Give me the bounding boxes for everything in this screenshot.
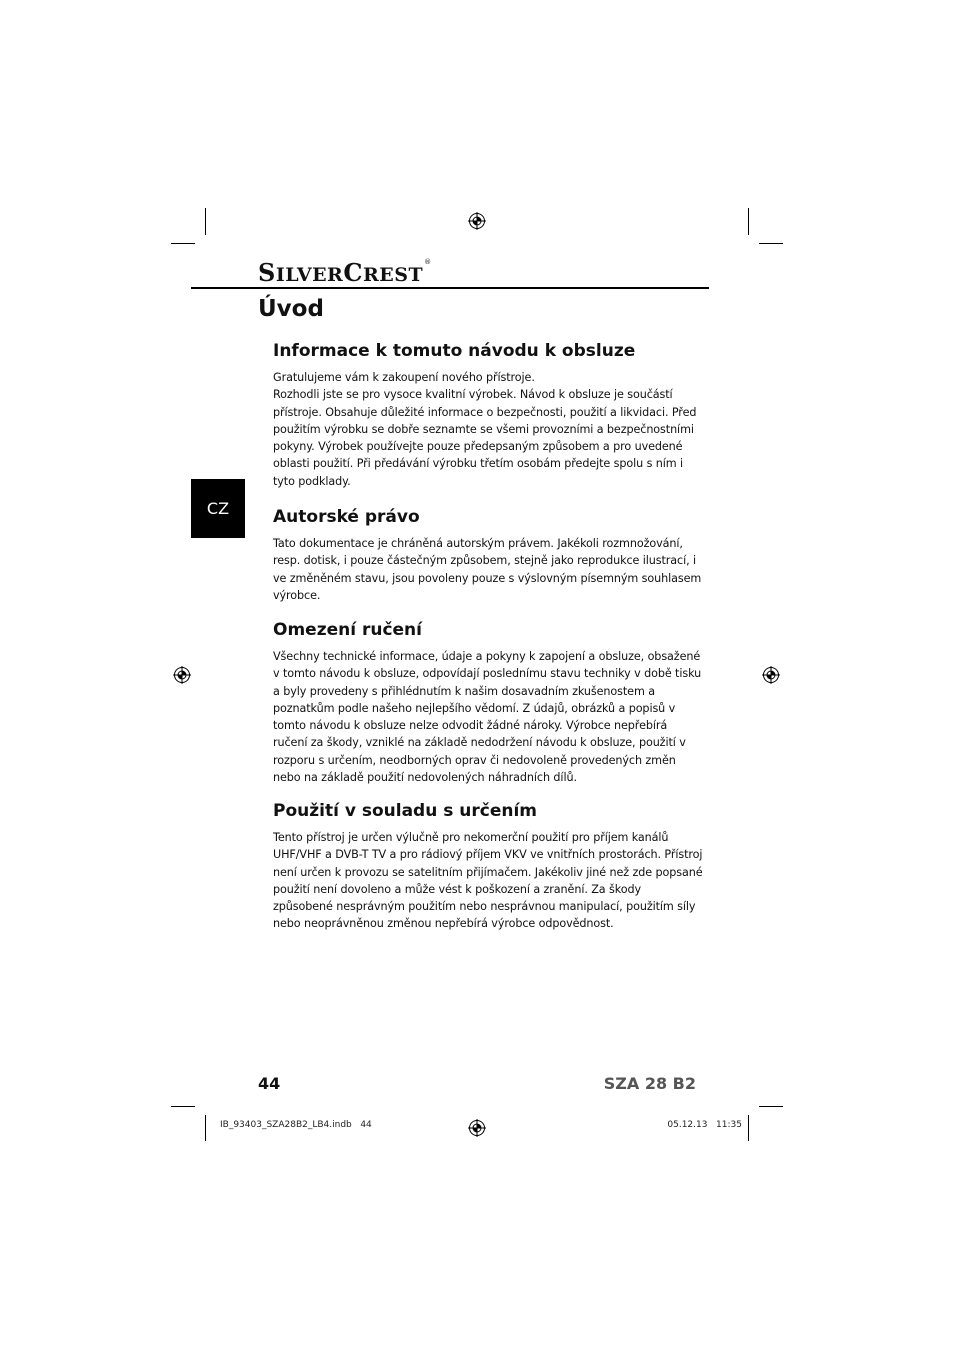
section-manual-info [273,341,703,490]
section-intended-use [273,801,703,933]
section-liability [273,620,703,786]
page-number: 44 [258,1074,281,1093]
crop-mark [171,243,195,244]
section-body: Tato dokumentace je chráněná autorským právem. Jakékoli rozmnožování, resp. dotisk, i pouze částečným způsobem, stejně jako reprodukce ilustrací, i ve změněném stavu, jsou povoleny pouze s výslovným písemným souhlasem výrobce. [273,537,702,602]
registered-mark: ® [424,258,432,266]
print-file-info: IB_93403_SZA28B2_LB4.indb 44 [220,1120,372,1130]
registration-mark-icon [468,1119,486,1137]
language-tab [191,479,245,538]
crop-mark [205,208,206,235]
registration-mark-icon [468,212,486,230]
section-copyright [273,507,703,604]
silvercrest-logo: SILVERCREST® [258,258,432,287]
crop-mark [205,1115,206,1141]
crop-mark [759,243,783,244]
section-heading: Omezení ručení [273,620,422,640]
registration-mark-icon [173,666,191,684]
print-datetime: 05.12.13 11:35 [667,1120,742,1130]
section-body: Gratulujeme vám k zakoupení nového přístroje. Rozhodli jste se pro vysoce kvalitní výrobek. Návod k obsluze je součástí přístroje. Obsahuje důležité informace o bezpečnosti, použití a likvidaci. Před použitím výrobku se dobře seznamte se všemi provozními a bezpečnostními pokyny. Výrobek používejte pouze předepsaným způsobem a pro uvedené oblasti použití. Při předávání výrobku třetím osobám předejte spolu s ním i tyto podklady. [273,371,697,488]
crop-mark [171,1106,195,1107]
registration-mark-icon [762,666,780,684]
section-heading: Použití v souladu s určením [273,801,537,821]
section-heading: Informace k tomuto návodu k obsluze [273,341,636,361]
header-rule [191,287,709,289]
section-body: Všechny technické informace, údaje a pokyny k zapojení a obsluze, obsažené v tomto návodu k obsluze, odpovídají poslednímu stavu techniky v době tisku a byly provedeny s přihlédnutím k našim dosavadním zkušenostem a poznatkům podle našeho nejlepšího vědomí. Z údajů, obrázků a popisů v tomto návodu k obsluze nelze odvodit žádné nároky. Výrobce nepřebírá ručení za škody, vzniklé na základě nedodržení návodu k obsluze, použití v rozporu s určením, neodborných oprav či nedovoleně provedených změn nebo na základě použití nedovolených náhradních dílů. [273,650,702,785]
crop-mark [748,208,749,235]
crop-mark [759,1106,783,1107]
page-title: Úvod [258,296,324,322]
model-number: SZA 28 B2 [603,1074,696,1093]
section-heading: Autorské právo [273,507,420,527]
section-body: Tento přístroj je určen výlučně pro nekomerční použití pro příjem kanálů UHF/VHF a DVB-T TV a pro rádiový příjem VKV ve vnitřních prostorách. Přístroj není určen k provozu se satelitním přijímačem. Jakékoliv jiné než zde popsané použití není dovoleno a může vést k poškození a zranění. Za škody způsobené nesprávným použitím nebo nesprávnou manipulací, použitím síly nebo neoprávněnou změnou nepřebírá výrobce odpovědnost. [273,831,703,931]
language-tab-label: CZ [206,499,230,518]
crop-mark [748,1115,749,1141]
